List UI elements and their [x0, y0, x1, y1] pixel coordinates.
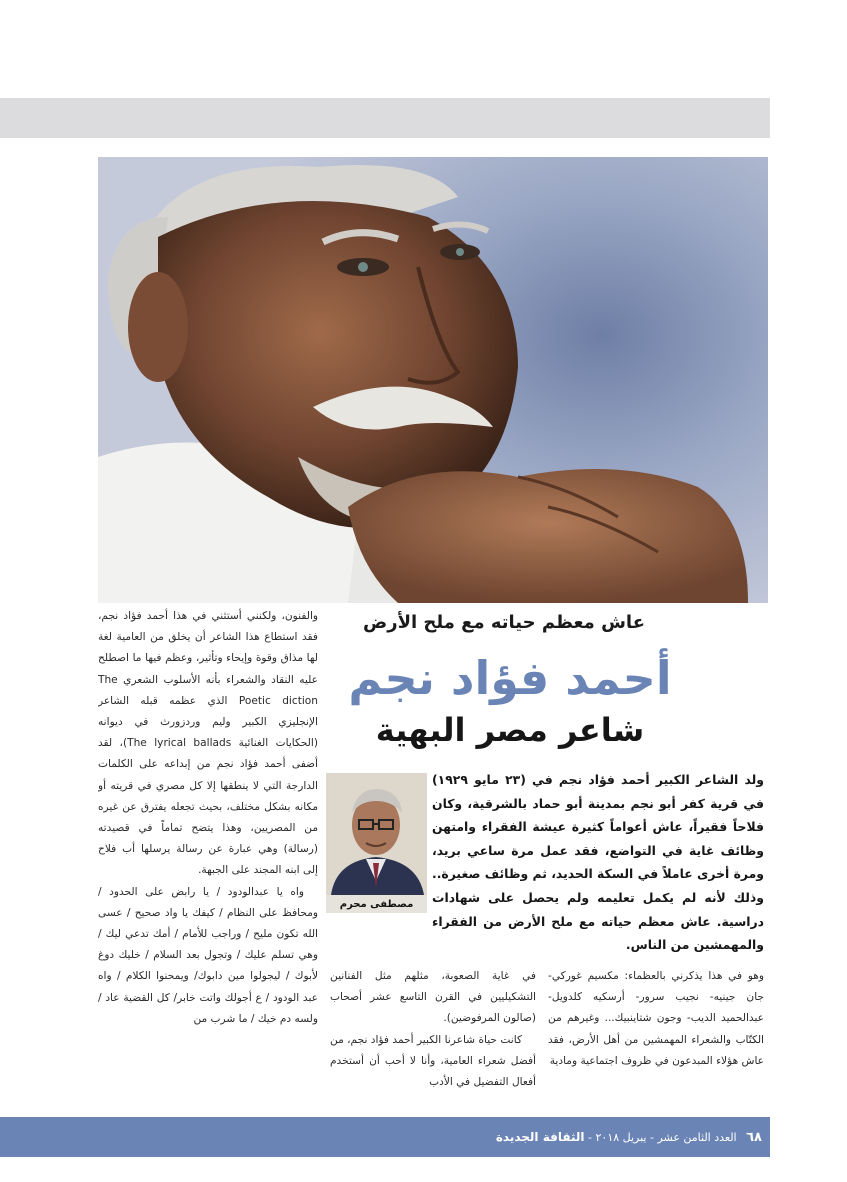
- middle-paragraph-2: كانت حياة شاعرنا الكبير أحمد فؤاد نجم، من أفضل شعراء العامية، وأنا لا أحب أن أستخدم أفعال التفضيل في الأدب: [330, 1033, 536, 1089]
- article-intro: ولد الشاعر الكبير أحمد فؤاد نجم في (٢٣ مايو ١٩٢٩) في قرية كفر أبو نجم بمدينة أبو حماد بالشرقية، وكان فلاحاً فقيراً، عاش أعواماً كثيرة عيشة الفقراء وامتهن وظائف غاية في التواضع، فقد عمل مرة ساعي بريد، ومرة أخرى عاملاً في السكة الحديد، ثم وظائف صغيرة.. وذلك لأنه لم يكمل تعليمه ولم يحصل على شهادات دراسية. عاش معظم حياته مع ملح الأرض من الفقراء والمهمشين من الناس.: [432, 772, 765, 953]
- footer-info: [496, 1117, 762, 1158]
- issue-info: العدد الثامن عشر - يبريل ٢٠١٨ -: [588, 1131, 737, 1144]
- left-paragraph-2: واه يا عبدالودود / يا رابض على الحدود / ومحافظ على النظام / كيفك يا واد صحيح / عسى الله تكون مليح / وراجب للأمام / أمك تدعي ليك / وهي تسلم عليك / وتجول بعد السلام / خليك دوغ لأبوك / ليجولوا مين دابوك/ ويمحنوا الكلام / واه عبد الودود / ع أجولك واتت خابر/ كل القضية عاد / ولسه دم خيك / ما شرب من: [98, 885, 318, 1025]
- footer-band: [0, 1117, 770, 1157]
- author-photo: [326, 773, 427, 895]
- header-band: [0, 98, 770, 138]
- magazine-name: الثقافة الجديدة: [495, 1130, 585, 1144]
- article-title: أحمد فؤاد نجم: [348, 651, 672, 705]
- article-column-middle: [330, 966, 536, 1112]
- author-box: [326, 773, 427, 913]
- middle-paragraph-1: في غاية الصعوبة، مثلهم مثل الفنانين التشكيليين في القرن التاسع عشر أصحاب (صالون المرفوضين).: [330, 970, 536, 1025]
- article-column-left: [98, 606, 318, 1112]
- left-paragraph-1: والفنون، ولكنني أستثني في هذا أحمد فؤاد نجم، فقد استطاع هذا الشاعر أن يخلق من العامية لغة لها مذاق وقوة وإيحاء وتأثير، وعظم فيها ما اصطلح عليه النقاد والشعراء بأنه الأسلوب الشعري The Poetic diction الذي عظمه قبله الشاعر الإنجليزي الكبير وليم وردزورث في ديوانه (الحكايات الغنائية The lyrical ballads)، لقد أضفى أحمد فؤاد نجم من إبداعه على الكلمات الدارجة التي لا ينطقها إلا كل مصري في قريته أو مكانه بشكل مختلف، بحيث تجعله يفترق عن غيره من المصريين، وهذا يتضح تماماً في قصيدته (رسالة) وهي عبارة عن رسالة يرسلها أب فلاح إلى ابنه المجند على الجبهة.: [98, 610, 318, 877]
- page-number: ٦٨: [746, 1130, 762, 1145]
- article-subtitle: شاعر مصر البهية: [375, 711, 645, 749]
- article-column-right: [548, 966, 764, 1112]
- author-name: مصطفى محرم: [339, 899, 414, 910]
- article-kicker: عاش معظم حياته مع ملح الأرض: [363, 612, 645, 633]
- poet-portrait-photo: [98, 157, 768, 603]
- right-paragraph-1: وهو في هذا يذكرني بالعظماء: مكسيم غوركي- جان جينيه- نجيب سرور- أرسكيه كلدويل- عبدالحميد الديب- وجون شتاينبيك... وغيرهم من الكتّاب والشعراء المهمشين من أهل الأرض، فقد عاش هؤلاء المبدعون في ظروف اجتماعية ومادية: [548, 970, 764, 1067]
